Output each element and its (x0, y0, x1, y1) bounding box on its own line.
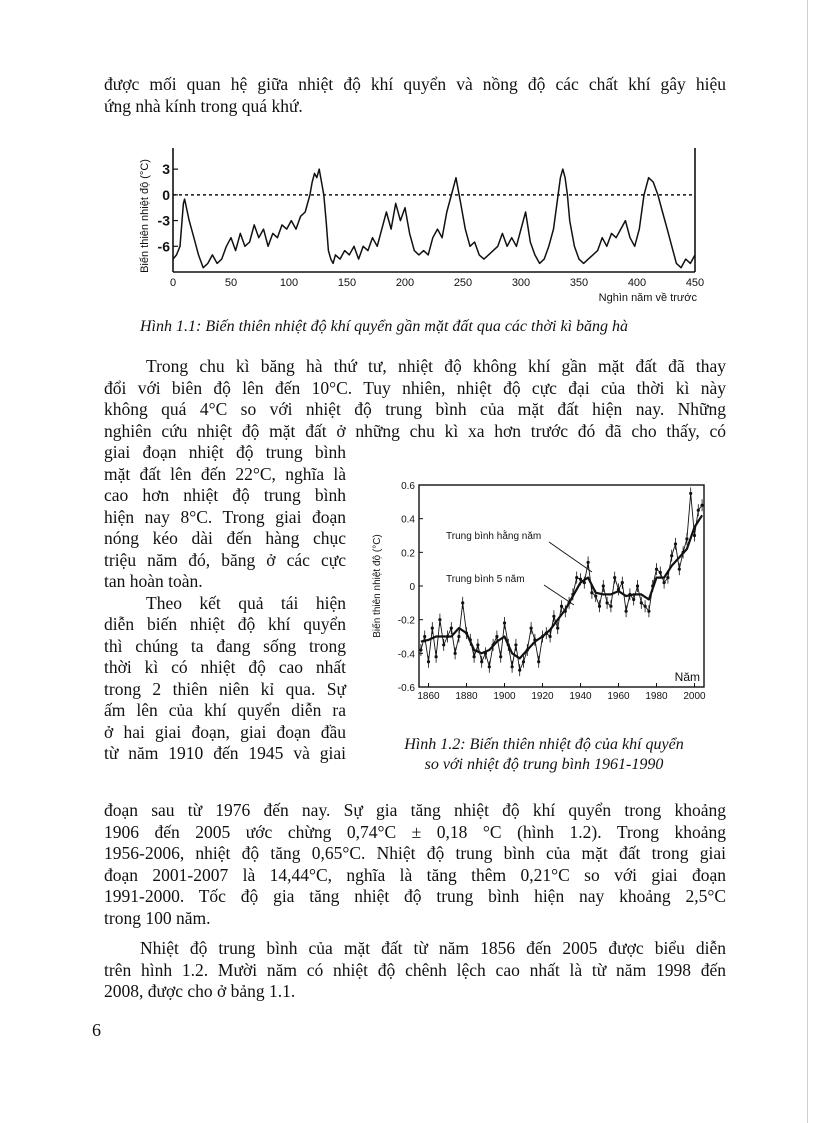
annual-data-point (454, 652, 457, 655)
y-tick-label: -6 (157, 238, 170, 255)
annual-data-point (473, 655, 476, 658)
y-tick-label: 3 (162, 161, 170, 178)
annual-data-point (655, 568, 658, 571)
text-line: ấm lên của khí quyển diễn ra (104, 700, 346, 720)
annual-data-point (503, 621, 506, 624)
annual-data-point (594, 595, 597, 598)
annual-data-point (476, 643, 479, 646)
text-line: nóng kéo dài đến hàng chục (104, 528, 346, 548)
annual-data-point (431, 626, 434, 629)
annual-data-point (530, 626, 533, 629)
legend-five-year-label: Trung bình 5 năm (446, 574, 525, 585)
text-line: cao hơn nhiệt độ trung bình (104, 485, 346, 505)
wrapped-text-column (104, 442, 346, 765)
annual-data-point (640, 601, 643, 604)
x-tick-label: 150 (337, 277, 357, 289)
x-tick-label: 1900 (493, 691, 516, 702)
annual-data-point (685, 537, 688, 540)
annual-data-point (461, 601, 464, 604)
plot-frame (419, 485, 704, 687)
annual-data-point (644, 605, 647, 608)
annual-data-point (495, 635, 498, 638)
annual-data-point (613, 576, 616, 579)
x-tick-label: 1980 (645, 691, 668, 702)
annual-data-point (575, 576, 578, 579)
annual-data-point (522, 660, 525, 663)
text-line: được mối quan hệ giữa nhiệt độ khí quyển và nồng độ các chất khí gây hiệu (104, 74, 726, 94)
figure-1-2-caption (374, 735, 714, 775)
text-line: trong 2 thiên niên kỉ qua. Sự (104, 678, 346, 699)
text-line: Trong chu kì băng hà thứ tư, nhiệt độ không khí gần mặt đất đã thay (146, 356, 726, 376)
text-line: tan hoàn toàn. (104, 571, 203, 591)
annual-data-point (670, 554, 673, 557)
annual-data-point (659, 571, 662, 574)
text-line: thì chúng ta đang sống trong (104, 635, 346, 656)
x-tick-label: 1880 (455, 691, 478, 702)
text-line: ứng nhà kính trong quá khứ. (104, 95, 303, 116)
y-tick-label: -3 (157, 212, 170, 229)
x-tick-label: 1940 (569, 691, 592, 702)
paragraph-table-intro (104, 938, 726, 1003)
text-line: đoạn sau từ 1976 đến nay. Sự gia tăng nhiệt độ khí quyển trong khoảng (104, 800, 726, 820)
figure-1-2-caption-line: so với nhiệt độ trung bình 1961-1990 (424, 756, 664, 773)
annual-data-point (701, 504, 704, 507)
annual-data-point (560, 605, 563, 608)
x-axis-title: Năm (674, 670, 700, 684)
x-tick-label: 200 (395, 277, 415, 289)
x-tick-label: 100 (279, 277, 299, 289)
annual-data-point (480, 660, 483, 663)
paragraph-ice-age (104, 356, 726, 442)
figure-1-1-ice-age-temperature-chart (130, 130, 730, 310)
annual-data-point (590, 591, 593, 594)
annual-data-point (678, 568, 681, 571)
x-tick-label: 1960 (607, 691, 630, 702)
annual-data-point (602, 584, 605, 587)
annual-data-point (488, 665, 491, 668)
text-line: Nhiệt độ trung bình của mặt đất từ năm 1856 đến 2005 được biểu diễn (140, 938, 726, 958)
y-tick-label: 0 (409, 582, 415, 593)
annual-data-point (427, 660, 430, 663)
x-tick-label: 350 (569, 277, 589, 289)
intro-paragraph (104, 74, 726, 117)
annual-data-point (674, 542, 677, 545)
annual-data-point (666, 576, 669, 579)
legend-five-year-pointer (544, 585, 574, 605)
y-tick-label: 0.6 (401, 481, 415, 492)
text-line: giai đoạn nhiệt độ trung bình (104, 442, 346, 462)
x-tick-label: 1920 (531, 691, 554, 702)
y-tick-label: 0 (162, 186, 170, 203)
annual-data-point (632, 598, 635, 601)
annual-data-point (450, 626, 453, 629)
figure-1-2-caption-line: Hình 1.2: Biến thiên nhiệt độ của khí quyển (404, 736, 684, 753)
y-tick-label: -0.6 (397, 683, 415, 694)
text-line: mặt đất lên đến 22°C, nghĩa là (104, 463, 346, 484)
text-line: đổi với biên độ lên đến 10°C. Tuy nhiên, nhiệt độ cực đại của thời kì này (104, 377, 726, 398)
text-line: diễn biến nhiệt độ khí quyển (104, 614, 346, 634)
x-tick-label: 250 (453, 277, 473, 289)
y-axis-title: Biến thiên nhiệt độ (°C) (372, 534, 383, 638)
x-tick-label: 2000 (683, 691, 706, 702)
x-tick-label: 450 (685, 277, 705, 289)
y-tick-label: 0.2 (401, 548, 415, 560)
annual-data-point (435, 655, 438, 658)
temperature-series-line (173, 169, 695, 268)
text-line: 1991-2000. Tốc độ gia tăng nhiệt độ trung bình hiện nay khoảng 2,5°C (104, 886, 726, 906)
annual-data-point (689, 492, 692, 495)
annual-data-point (556, 626, 559, 629)
annual-data-point (579, 578, 582, 581)
annual-data-point (552, 615, 555, 618)
text-line: từ năm 1910 đến 1945 và giai (104, 743, 346, 763)
text-line: triệu năm đó, băng ở các cực (104, 549, 346, 570)
annual-data-point (518, 669, 521, 672)
x-tick-label: 1860 (417, 691, 440, 702)
annual-data-point (697, 509, 700, 512)
figure-1-2-global-temperature-chart (364, 475, 714, 720)
annual-data-point (693, 534, 696, 537)
annual-data-point (606, 601, 609, 604)
y-tick-label: -0.4 (397, 649, 415, 661)
annual-data-point (625, 610, 628, 613)
text-line: nghiên cứu nhiệt độ mặt đất ở những chu kì xa hơn trước đó đã cho thấy, có (104, 420, 726, 441)
x-axis-title: Nghìn năm về trước (598, 292, 697, 304)
annual-data-point (549, 635, 552, 638)
text-line: 1956-2006, nhiệt độ tăng 0,65°C. Nhiệt độ trung bình của mặt đất trong giai (104, 843, 726, 863)
text-line: thời kì có nhiệt độ cao nhất (104, 657, 346, 677)
page-number: 6 (92, 1020, 101, 1040)
text-line: không quá 4°C so với nhiệt độ trung bình của mặt đất hiện nay. Những (104, 399, 726, 419)
annual-data-point (423, 635, 426, 638)
x-tick-label: 400 (627, 277, 647, 289)
annual-data-point (587, 561, 590, 564)
annual-data-point (636, 584, 639, 587)
annual-data-point (438, 618, 441, 621)
x-tick-label: 0 (169, 277, 177, 289)
figure-1-1-caption: Hình 1.1: Biến thiên nhiệt độ khí quyển gần mặt đất qua các thời kì băng hà (140, 318, 629, 335)
text-line: ở hai giai đoạn, giai đoạn đầu (104, 721, 346, 742)
annual-data-point (442, 643, 445, 646)
annual-data-point (537, 660, 540, 663)
text-line: đoạn 2001-2007 là 14,44°C, nghĩa là tăng thêm 0,21°C so với giai đoạn (104, 864, 726, 885)
annual-data-point (621, 581, 624, 584)
text-line: trong 100 năm. (104, 907, 211, 928)
x-tick-label: 50 (224, 277, 238, 289)
legend-annual-label: Trung bình hằng năm (446, 531, 542, 542)
y-tick-label: -0.2 (397, 615, 415, 627)
text-line: Theo kết quả tái hiện (146, 592, 346, 613)
text-line: 1906 đến 2005 ước chừng 0,74°C ± 0,18 °C (hình 1.2). Trong khoảng (104, 821, 726, 842)
annual-data-point (457, 635, 460, 638)
annual-data-point (511, 665, 514, 668)
annual-data-point (609, 605, 612, 608)
text-line: hiện nay 8°C. Trong giai đoạn (104, 506, 346, 527)
annual-data-point (419, 648, 422, 651)
x-tick-label: 300 (511, 277, 531, 289)
annual-data-point (663, 581, 666, 584)
text-line: 2008, được cho ở bảng 1.1. (104, 981, 296, 1001)
annual-data-point (499, 655, 502, 658)
annual-data-point (598, 605, 601, 608)
y-axis-title: Biến thiên nhiệt độ (°C) (139, 159, 151, 273)
annual-data-point (514, 643, 517, 646)
annual-data-point (647, 610, 650, 613)
legend-annual-pointer (549, 542, 592, 572)
y-tick-label: 0.4 (401, 514, 415, 526)
paragraph-warming (104, 800, 726, 929)
scan-edge-divider (807, 0, 808, 1123)
text-line: trên hình 1.2. Mười năm có nhiệt độ chênh lệch cao nhất là từ năm 1998 đến (104, 959, 726, 980)
